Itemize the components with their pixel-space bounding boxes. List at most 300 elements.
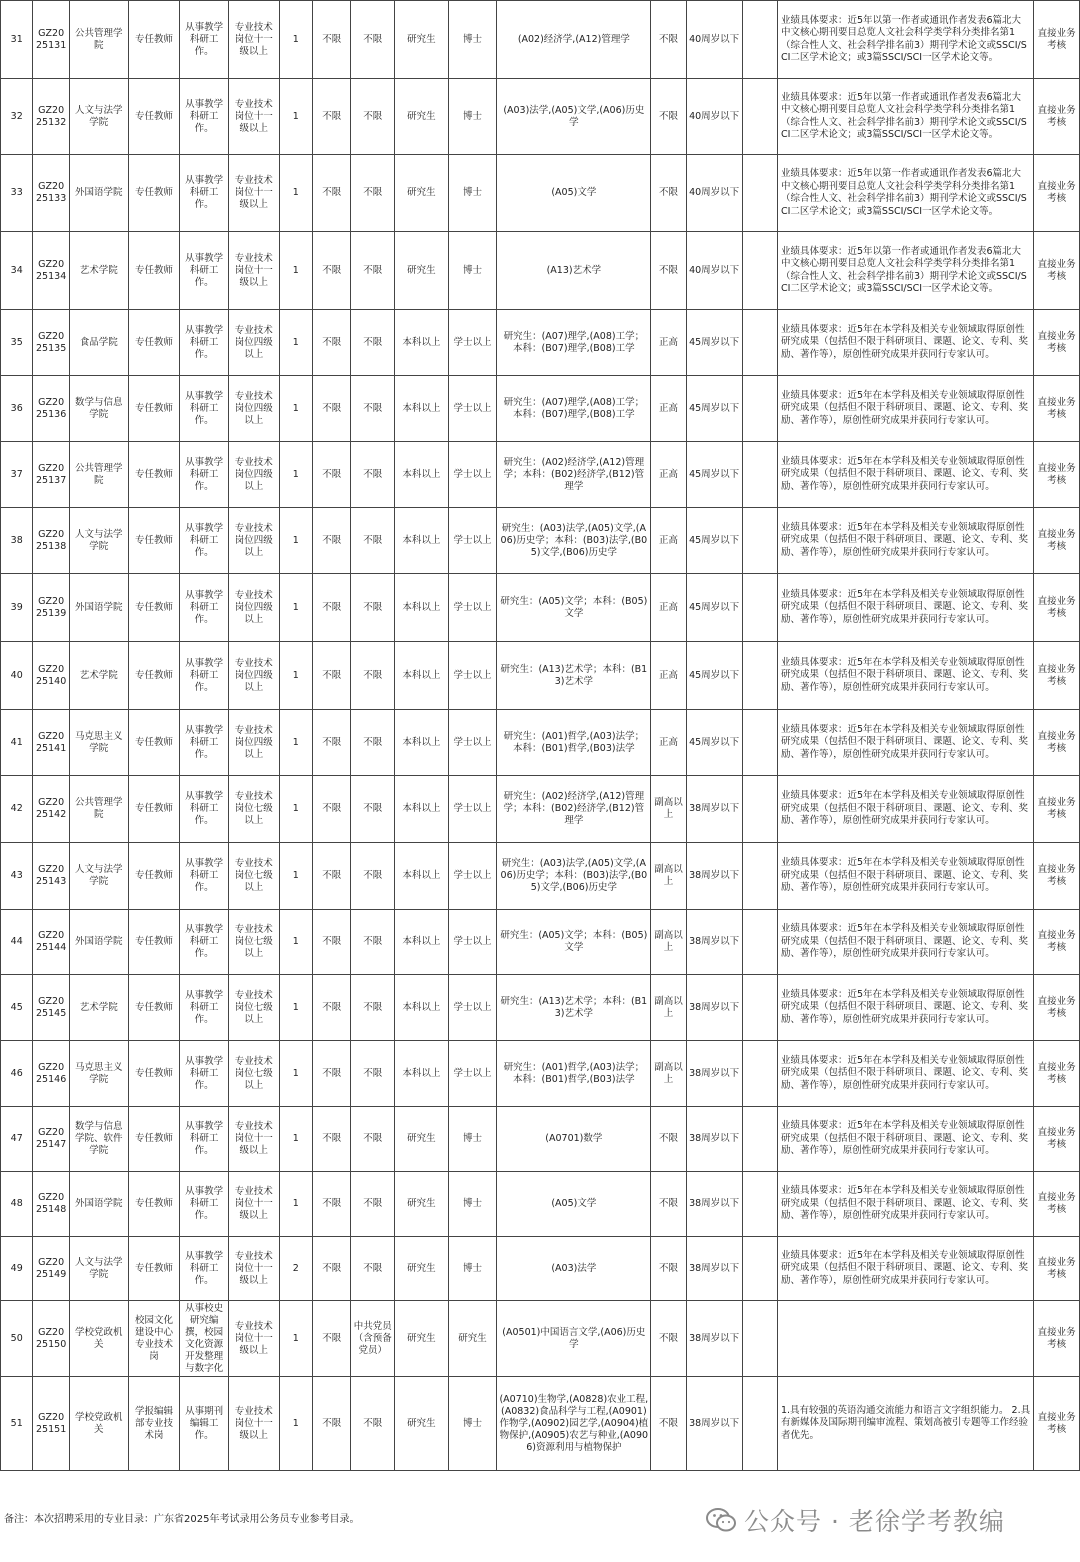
cell-degree: 学士以上: [448, 910, 497, 975]
cell-education: 本科以上: [395, 310, 449, 376]
cell-degree: 博士: [448, 1377, 497, 1471]
cell-gender: 不限: [312, 1301, 350, 1377]
cell-code: GZ2025140: [33, 642, 69, 710]
cell-requirements: 1.具有较强的英语沟通交流能力和语言文字组织能力。 2.具有新媒体及国际期刊编审流程、策划高被引专题等工作经验者优先。: [777, 1377, 1033, 1471]
cell-title: 正高: [651, 508, 686, 574]
cell-dept: 艺术学院: [69, 232, 128, 310]
table-row: [1, 1377, 1080, 1471]
cell-code: GZ2025133: [33, 155, 69, 232]
cell-code: GZ2025142: [33, 776, 69, 843]
cell-post: 专任教师: [128, 642, 180, 710]
cell-code: GZ2025151: [33, 1377, 69, 1471]
cell-post: 专任教师: [128, 574, 180, 642]
cell-gender: 不限: [312, 776, 350, 843]
cell-degree: 博士: [448, 1237, 497, 1301]
cell-duty: 从事教学科研工作。: [180, 155, 229, 232]
cell-degree: 博士: [448, 1172, 497, 1237]
cell-political: 不限: [351, 1172, 395, 1237]
cell-dept: 人文与法学学院: [69, 843, 128, 910]
cell-requirements: 业绩具体要求：近5年在本学科及相关专业领域取得原创性研究成果（包括但不限于科研项目、课题、论文、专利、奖励、著作等），原创性研究成果并获同行专家认可。: [777, 910, 1033, 975]
cell-gender: 不限: [312, 843, 350, 910]
cell-education: 本科以上: [395, 710, 449, 776]
cell-political: 不限: [351, 310, 395, 376]
cell-age: 45周岁以下: [686, 376, 742, 442]
cell-count: 1: [279, 1172, 312, 1237]
cell-exam: 直接业务考核: [1034, 508, 1080, 574]
cell-duty: 从事教学科研工作。: [180, 776, 229, 843]
table-row: [1, 843, 1080, 910]
cell-education: 研究生: [395, 1377, 449, 1471]
cell-political: 不限: [351, 843, 395, 910]
cell-level: 专业技术岗位四级以上: [228, 574, 279, 642]
cell-code: GZ2025131: [33, 1, 69, 79]
cell-level: 专业技术岗位四级以上: [228, 310, 279, 376]
cell-major: 研究生：(A03)法学,(A05)文学,(A06)历史学；本科：(B03)法学,(B05)文学,(B06)历史学: [497, 508, 651, 574]
cell-title: 副高以上: [651, 1041, 686, 1107]
cell-requirements: 业绩具体要求：近5年在本学科及相关专业领域取得原创性研究成果（包括但不限于科研项目、课题、论文、专利、奖励、著作等），原创性研究成果并获同行专家认可。: [777, 1237, 1033, 1301]
cell-count: 1: [279, 642, 312, 710]
cell-exam: 直接业务考核: [1034, 155, 1080, 232]
cell-dept: 艺术学院: [69, 975, 128, 1041]
cell-dept: 公共管理学院: [69, 442, 128, 508]
cell-requirements: 业绩具体要求：近5年在本学科及相关专业领域取得原创性研究成果（包括但不限于科研项目、课题、论文、专利、奖励、著作等），原创性研究成果并获同行专家认可。: [777, 442, 1033, 508]
table-row: [1, 1237, 1080, 1301]
cell-title: 正高: [651, 574, 686, 642]
cell-major: (A13)艺术学: [497, 232, 651, 310]
cell-exam: 直接业务考核: [1034, 574, 1080, 642]
cell-count: 1: [279, 155, 312, 232]
cell-political: 不限: [351, 776, 395, 843]
cell-count: 1: [279, 910, 312, 975]
cell-gender: 不限: [312, 1, 350, 79]
cell-gender: 不限: [312, 710, 350, 776]
cell-title: 不限: [651, 1107, 686, 1172]
cell-exam: 直接业务考核: [1034, 232, 1080, 310]
cell-blank: [742, 1237, 777, 1301]
cell-code: GZ2025137: [33, 442, 69, 508]
table-row: [1, 1041, 1080, 1107]
cell-count: 1: [279, 1, 312, 79]
cell-exam: 直接业务考核: [1034, 843, 1080, 910]
cell-code: GZ2025147: [33, 1107, 69, 1172]
table-row: [1, 376, 1080, 442]
cell-no: 38: [1, 508, 33, 574]
cell-exam: 直接业务考核: [1034, 776, 1080, 843]
cell-blank: [742, 155, 777, 232]
cell-title: 正高: [651, 376, 686, 442]
cell-gender: 不限: [312, 910, 350, 975]
cell-major: 研究生：(A01)哲学,(A03)法学；本科：(B01)哲学,(B03)法学: [497, 710, 651, 776]
cell-blank: [742, 574, 777, 642]
cell-exam: 直接业务考核: [1034, 1107, 1080, 1172]
cell-dept: 人文与法学学院: [69, 79, 128, 155]
cell-degree: 学士以上: [448, 642, 497, 710]
cell-blank: [742, 232, 777, 310]
cell-age: 38周岁以下: [686, 1301, 742, 1377]
cell-exam: 直接业务考核: [1034, 1377, 1080, 1471]
cell-blank: [742, 1, 777, 79]
cell-duty: 从事教学科研工作。: [180, 1237, 229, 1301]
cell-gender: 不限: [312, 1377, 350, 1471]
cell-post: 专任教师: [128, 79, 180, 155]
cell-degree: 博士: [448, 232, 497, 310]
cell-exam: 直接业务考核: [1034, 1041, 1080, 1107]
cell-major: (A05)文学: [497, 155, 651, 232]
cell-age: 45周岁以下: [686, 642, 742, 710]
cell-requirements: 业绩具体要求：近5年在本学科及相关专业领域取得原创性研究成果（包括但不限于科研项目、课题、论文、专利、奖励、著作等），原创性研究成果并获同行专家认可。: [777, 1172, 1033, 1237]
cell-level: 专业技术岗位七级以上: [228, 910, 279, 975]
cell-requirements: 业绩具体要求：近5年在本学科及相关专业领域取得原创性研究成果（包括但不限于科研项目、课题、论文、专利、奖励、著作等），原创性研究成果并获同行专家认可。: [777, 642, 1033, 710]
cell-count: 1: [279, 1377, 312, 1471]
cell-education: 研究生: [395, 1, 449, 79]
cell-education: 本科以上: [395, 975, 449, 1041]
cell-age: 45周岁以下: [686, 310, 742, 376]
cell-blank: [742, 442, 777, 508]
cell-age: 38周岁以下: [686, 1041, 742, 1107]
cell-exam: 直接业务考核: [1034, 642, 1080, 710]
cell-education: 研究生: [395, 79, 449, 155]
cell-requirements: [777, 1301, 1033, 1377]
cell-degree: 学士以上: [448, 442, 497, 508]
cell-count: 1: [279, 710, 312, 776]
cell-level: 专业技术岗位十一级以上: [228, 1172, 279, 1237]
cell-post: 专任教师: [128, 910, 180, 975]
cell-blank: [742, 1041, 777, 1107]
table-row: [1, 508, 1080, 574]
cell-dept: 公共管理学院: [69, 776, 128, 843]
cell-count: 1: [279, 232, 312, 310]
cell-code: GZ2025132: [33, 79, 69, 155]
cell-age: 38周岁以下: [686, 1237, 742, 1301]
cell-major: 研究生：(A07)理学,(A08)工学；本科：(B07)理学,(B08)工学: [497, 376, 651, 442]
cell-degree: 博士: [448, 155, 497, 232]
cell-education: 本科以上: [395, 376, 449, 442]
cell-duty: 从事教学科研工作。: [180, 1, 229, 79]
cell-major: 研究生：(A02)经济学,(A12)管理学；本科：(B02)经济学,(B12)管理学: [497, 442, 651, 508]
cell-blank: [742, 376, 777, 442]
cell-code: GZ2025136: [33, 376, 69, 442]
cell-exam: 直接业务考核: [1034, 1237, 1080, 1301]
cell-post: 专任教师: [128, 1041, 180, 1107]
cell-political: 不限: [351, 232, 395, 310]
cell-exam: 直接业务考核: [1034, 310, 1080, 376]
cell-no: 46: [1, 1041, 33, 1107]
cell-title: 不限: [651, 155, 686, 232]
cell-title: 副高以上: [651, 776, 686, 843]
cell-level: 专业技术岗位十一级以上: [228, 1377, 279, 1471]
cell-code: GZ2025139: [33, 574, 69, 642]
cell-title: 正高: [651, 310, 686, 376]
cell-requirements: 业绩具体要求：近5年在本学科及相关专业领域取得原创性研究成果（包括但不限于科研项目、课题、论文、专利、奖励、著作等），原创性研究成果并获同行专家认可。: [777, 1041, 1033, 1107]
cell-degree: 博士: [448, 1107, 497, 1172]
cell-dept: 外国语学院: [69, 910, 128, 975]
cell-degree: 学士以上: [448, 975, 497, 1041]
cell-degree: 学士以上: [448, 1041, 497, 1107]
cell-major: (A02)经济学,(A12)管理学: [497, 1, 651, 79]
cell-level: 专业技术岗位七级以上: [228, 975, 279, 1041]
cell-duty: 从事教学科研工作。: [180, 1107, 229, 1172]
cell-level: 专业技术岗位四级以上: [228, 376, 279, 442]
cell-major: 研究生：(A03)法学,(A05)文学,(A06)历史学；本科：(B03)法学,(B05)文学,(B06)历史学: [497, 843, 651, 910]
cell-count: 2: [279, 1237, 312, 1301]
cell-dept: 人文与法学学院: [69, 1237, 128, 1301]
cell-political: 不限: [351, 975, 395, 1041]
cell-major: 研究生：(A01)哲学,(A03)法学；本科：(B01)哲学,(B03)法学: [497, 1041, 651, 1107]
cell-count: 1: [279, 574, 312, 642]
cell-post: 专任教师: [128, 710, 180, 776]
cell-dept: 外国语学院: [69, 574, 128, 642]
cell-blank: [742, 710, 777, 776]
cell-post: 专任教师: [128, 376, 180, 442]
cell-count: 1: [279, 843, 312, 910]
cell-gender: 不限: [312, 442, 350, 508]
cell-age: 40周岁以下: [686, 1, 742, 79]
cell-major: (A0701)数学: [497, 1107, 651, 1172]
cell-age: 45周岁以下: [686, 574, 742, 642]
cell-no: 48: [1, 1172, 33, 1237]
cell-blank: [742, 1172, 777, 1237]
cell-duty: 从事教学科研工作。: [180, 574, 229, 642]
cell-education: 本科以上: [395, 442, 449, 508]
cell-requirements: 业绩具体要求：近5年在本学科及相关专业领域取得原创性研究成果（包括但不限于科研项目、课题、论文、专利、奖励、著作等），原创性研究成果并获同行专家认可。: [777, 843, 1033, 910]
cell-post: 专任教师: [128, 1237, 180, 1301]
cell-level: 专业技术岗位十一级以上: [228, 1301, 279, 1377]
cell-major: (A05)文学: [497, 1172, 651, 1237]
cell-dept: 外国语学院: [69, 1172, 128, 1237]
cell-education: 研究生: [395, 155, 449, 232]
cell-political: 不限: [351, 508, 395, 574]
cell-education: 本科以上: [395, 574, 449, 642]
cell-political: 不限: [351, 1237, 395, 1301]
cell-level: 专业技术岗位四级以上: [228, 442, 279, 508]
cell-level: 专业技术岗位十一级以上: [228, 1107, 279, 1172]
cell-gender: 不限: [312, 1041, 350, 1107]
cell-age: 45周岁以下: [686, 508, 742, 574]
cell-post: 专任教师: [128, 155, 180, 232]
cell-age: 38周岁以下: [686, 910, 742, 975]
footnote: 备注：本次招聘采用的专业目录：广东省2025年考试录用公务员专业参考目录。: [4, 1514, 360, 1525]
cell-title: 不限: [651, 232, 686, 310]
cell-no: 36: [1, 376, 33, 442]
cell-title: 不限: [651, 79, 686, 155]
cell-exam: 直接业务考核: [1034, 1, 1080, 79]
cell-level: 专业技术岗位四级以上: [228, 642, 279, 710]
cell-level: 专业技术岗位十一级以上: [228, 155, 279, 232]
cell-political: 不限: [351, 155, 395, 232]
cell-blank: [742, 508, 777, 574]
cell-count: 1: [279, 776, 312, 843]
cell-count: 1: [279, 508, 312, 574]
cell-political: 不限: [351, 1, 395, 79]
table-row: [1, 79, 1080, 155]
cell-no: 37: [1, 442, 33, 508]
cell-exam: 直接业务考核: [1034, 910, 1080, 975]
cell-gender: 不限: [312, 232, 350, 310]
cell-no: 39: [1, 574, 33, 642]
cell-education: 本科以上: [395, 508, 449, 574]
cell-age: 38周岁以下: [686, 776, 742, 843]
cell-major: 研究生：(A07)理学,(A08)工学；本科：(B07)理学,(B08)工学: [497, 310, 651, 376]
cell-exam: 直接业务考核: [1034, 442, 1080, 508]
cell-duty: 从事校史研究编撰，校园文化资源开发整理与数字化: [180, 1301, 229, 1377]
cell-code: GZ2025143: [33, 843, 69, 910]
cell-level: 专业技术岗位七级以上: [228, 1041, 279, 1107]
cell-post: 专任教师: [128, 310, 180, 376]
cell-education: 研究生: [395, 1301, 449, 1377]
cell-duty: 从事教学科研工作。: [180, 232, 229, 310]
cell-requirements: 业绩具体要求：近5年以第一作者或通讯作者发表6篇北大中文核心期刊要目总览人文社会科学类学科分类排名第1（综合性人文、社会科学排名前3）期刊学术论文或SSCI/SCI二区学术论文；或3篇SSCI/SCI一区学术论文等。: [777, 1, 1033, 79]
cell-code: GZ2025138: [33, 508, 69, 574]
cell-duty: 从事教学科研工作。: [180, 310, 229, 376]
cell-dept: 公共管理学院: [69, 1, 128, 79]
cell-count: 1: [279, 975, 312, 1041]
cell-political: 不限: [351, 79, 395, 155]
cell-duty: 从事教学科研工作。: [180, 843, 229, 910]
cell-level: 专业技术岗位十一级以上: [228, 1, 279, 79]
cell-exam: 直接业务考核: [1034, 1172, 1080, 1237]
cell-age: 45周岁以下: [686, 710, 742, 776]
cell-blank: [742, 975, 777, 1041]
cell-duty: 从事教学科研工作。: [180, 1041, 229, 1107]
cell-count: 1: [279, 376, 312, 442]
cell-title: 不限: [651, 1, 686, 79]
cell-age: 38周岁以下: [686, 843, 742, 910]
cell-political: 不限: [351, 910, 395, 975]
cell-title: 不限: [651, 1301, 686, 1377]
cell-post: 专任教师: [128, 232, 180, 310]
cell-no: 33: [1, 155, 33, 232]
cell-code: GZ2025148: [33, 1172, 69, 1237]
cell-no: 50: [1, 1301, 33, 1377]
cell-requirements: 业绩具体要求：近5年在本学科及相关专业领域取得原创性研究成果（包括但不限于科研项目、课题、论文、专利、奖励、著作等），原创性研究成果并获同行专家认可。: [777, 710, 1033, 776]
cell-no: 51: [1, 1377, 33, 1471]
cell-political: 不限: [351, 574, 395, 642]
cell-age: 38周岁以下: [686, 975, 742, 1041]
cell-post: 专任教师: [128, 1107, 180, 1172]
cell-exam: 直接业务考核: [1034, 1301, 1080, 1377]
table-row: [1, 442, 1080, 508]
cell-gender: 不限: [312, 975, 350, 1041]
cell-code: GZ2025134: [33, 232, 69, 310]
cell-code: GZ2025150: [33, 1301, 69, 1377]
cell-education: 研究生: [395, 1107, 449, 1172]
cell-political: 不限: [351, 710, 395, 776]
cell-dept: 外国语学院: [69, 155, 128, 232]
cell-exam: 直接业务考核: [1034, 79, 1080, 155]
cell-count: 1: [279, 442, 312, 508]
cell-political: 中共党员（含预备党员）: [351, 1301, 395, 1377]
cell-blank: [742, 1107, 777, 1172]
cell-blank: [742, 910, 777, 975]
cell-education: 研究生: [395, 1237, 449, 1301]
cell-degree: 学士以上: [448, 508, 497, 574]
cell-blank: [742, 843, 777, 910]
cell-education: 研究生: [395, 1172, 449, 1237]
cell-duty: 从事教学科研工作。: [180, 442, 229, 508]
cell-age: 45周岁以下: [686, 442, 742, 508]
cell-political: 不限: [351, 1041, 395, 1107]
cell-no: 42: [1, 776, 33, 843]
cell-title: 副高以上: [651, 843, 686, 910]
cell-level: 专业技术岗位七级以上: [228, 843, 279, 910]
cell-major: 研究生：(A13)艺术学；本科：(B13)艺术学: [497, 975, 651, 1041]
cell-education: 研究生: [395, 232, 449, 310]
cell-major: (A0501)中国语言文学,(A06)历史学: [497, 1301, 651, 1377]
cell-title: 不限: [651, 1172, 686, 1237]
cell-degree: 学士以上: [448, 376, 497, 442]
table-row: [1, 975, 1080, 1041]
cell-requirements: 业绩具体要求：近5年以第一作者或通讯作者发表6篇北大中文核心期刊要目总览人文社会科学类学科分类排名第1（综合性人文、社会科学排名前3）期刊学术论文或SSCI/SCI二区学术论文；或3篇SSCI/SCI一区学术论文等。: [777, 155, 1033, 232]
cell-dept: 数学与信息学院: [69, 376, 128, 442]
cell-duty: 从事教学科研工作。: [180, 642, 229, 710]
watermark: [706, 1502, 1005, 1538]
cell-degree: 学士以上: [448, 710, 497, 776]
cell-dept: 学校党政机关: [69, 1301, 128, 1377]
table-row: [1, 1, 1080, 79]
cell-blank: [742, 776, 777, 843]
cell-degree: 研究生: [448, 1301, 497, 1377]
cell-degree: 学士以上: [448, 310, 497, 376]
cell-level: 专业技术岗位四级以上: [228, 508, 279, 574]
cell-dept: 艺术学院: [69, 642, 128, 710]
cell-education: 本科以上: [395, 776, 449, 843]
cell-gender: 不限: [312, 310, 350, 376]
cell-degree: 学士以上: [448, 574, 497, 642]
cell-age: 40周岁以下: [686, 232, 742, 310]
cell-dept: 马克思主义学院: [69, 710, 128, 776]
cell-title: 正高: [651, 442, 686, 508]
cell-political: 不限: [351, 442, 395, 508]
cell-post: 专任教师: [128, 1172, 180, 1237]
table-row: [1, 155, 1080, 232]
cell-political: 不限: [351, 1107, 395, 1172]
cell-title: 副高以上: [651, 910, 686, 975]
cell-duty: 从事教学科研工作。: [180, 508, 229, 574]
cell-requirements: 业绩具体要求：近5年在本学科及相关专业领域取得原创性研究成果（包括但不限于科研项目、课题、论文、专利、奖励、著作等），原创性研究成果并获同行专家认可。: [777, 574, 1033, 642]
cell-gender: 不限: [312, 79, 350, 155]
cell-major: (A0710)生物学,(A0828)农业工程,(A0832)食品科学与工程,(A0901)作物学,(A0902)园艺学,(A0904)植物保护,(A0905)农艺与种业,(A0906)资源利用与植物保护: [497, 1377, 651, 1471]
cell-post: 校园文化建设中心专业技术岗: [128, 1301, 180, 1377]
cell-no: 41: [1, 710, 33, 776]
cell-post: 专任教师: [128, 508, 180, 574]
table-row: [1, 1301, 1080, 1377]
cell-gender: 不限: [312, 1107, 350, 1172]
cell-major: 研究生：(A05)文学；本科：(B05)文学: [497, 574, 651, 642]
cell-age: 38周岁以下: [686, 1172, 742, 1237]
cell-education: 本科以上: [395, 1041, 449, 1107]
cell-no: 31: [1, 1, 33, 79]
cell-duty: 从事期刊编辑工作。: [180, 1377, 229, 1471]
cell-title: 不限: [651, 1377, 686, 1471]
table-row: [1, 310, 1080, 376]
cell-requirements: 业绩具体要求：近5年以第一作者或通讯作者发表6篇北大中文核心期刊要目总览人文社会科学类学科分类排名第1（综合性人文、社会科学排名前3）期刊学术论文或SSCI/SCI二区学术论文；或3篇SSCI/SCI一区学术论文等。: [777, 232, 1033, 310]
cell-duty: 从事教学科研工作。: [180, 710, 229, 776]
cell-post: 专任教师: [128, 1, 180, 79]
cell-duty: 从事教学科研工作。: [180, 975, 229, 1041]
cell-duty: 从事教学科研工作。: [180, 79, 229, 155]
cell-level: 专业技术岗位十一级以上: [228, 1237, 279, 1301]
cell-gender: 不限: [312, 574, 350, 642]
cell-dept: 食品学院: [69, 310, 128, 376]
cell-no: 32: [1, 79, 33, 155]
cell-duty: 从事教学科研工作。: [180, 1172, 229, 1237]
cell-age: 38周岁以下: [686, 1107, 742, 1172]
cell-count: 1: [279, 1301, 312, 1377]
cell-major: 研究生：(A13)艺术学；本科：(B13)艺术学: [497, 642, 651, 710]
cell-title: 不限: [651, 1237, 686, 1301]
cell-no: 44: [1, 910, 33, 975]
cell-gender: 不限: [312, 376, 350, 442]
